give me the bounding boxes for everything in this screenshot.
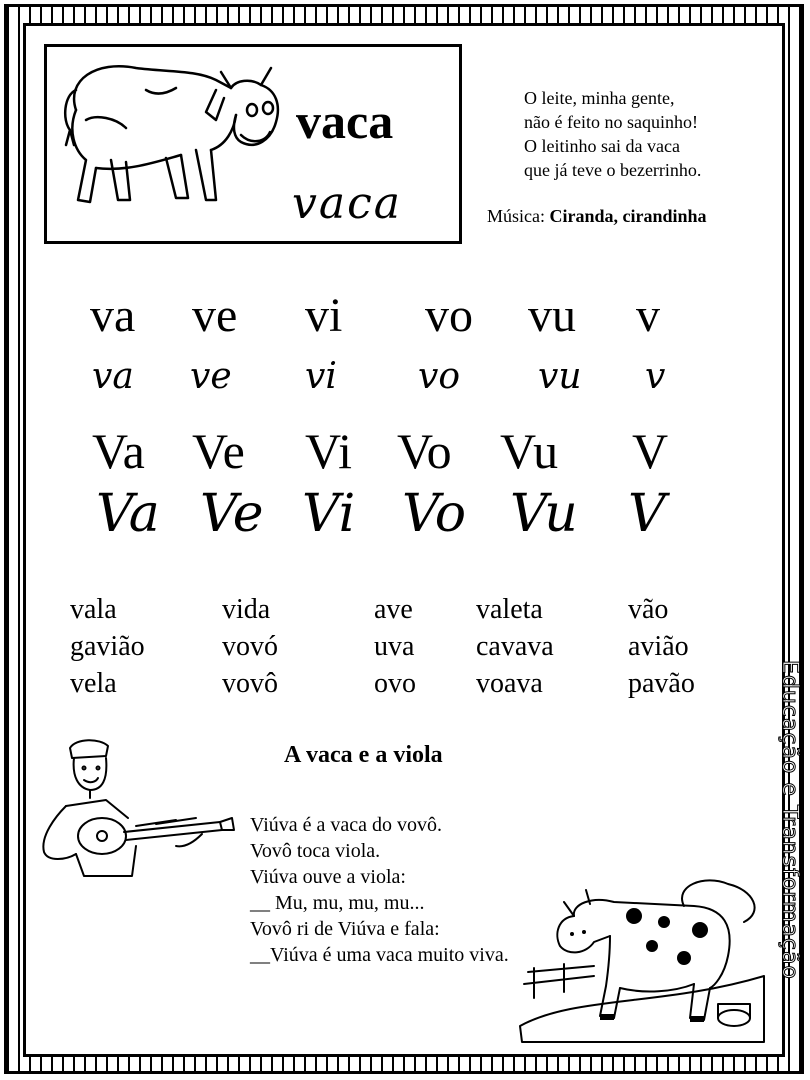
word-item: vovô	[222, 668, 278, 699]
syllable: vo	[425, 289, 473, 342]
syllable-upper: Va	[92, 423, 145, 479]
word-item: vão	[628, 594, 669, 625]
syllable-upper: Vu	[500, 423, 559, 479]
syllable-upper: Ve	[192, 423, 245, 479]
word-item: gavião	[70, 631, 145, 662]
word-item: pavão	[628, 668, 695, 699]
story-line: Viúva é a vaca do vovô.	[250, 814, 443, 836]
syllable-cursive: ve	[190, 356, 232, 397]
cow-illustration	[56, 50, 286, 210]
syllable: va	[90, 289, 136, 342]
syllable-upper-cursive: Vo	[402, 484, 467, 544]
syllable-cursive: vi	[305, 356, 337, 397]
story-line: Vovô toca viola.	[250, 840, 381, 862]
word-item: avião	[628, 631, 689, 662]
syllable-upper: V	[632, 423, 669, 479]
syllable-cursive: v	[645, 356, 666, 397]
watermark	[760, 660, 800, 1000]
word-item: ovo	[374, 668, 416, 699]
syllable-cursive: va	[92, 356, 134, 397]
story-title: A vaca e a viola	[284, 742, 443, 768]
song-line: O leitinho sai da vaca	[524, 136, 680, 156]
syllable: v	[636, 289, 660, 342]
syllable: ve	[192, 289, 238, 342]
song-credit	[487, 206, 707, 227]
word-item: ave	[374, 594, 413, 625]
syllable-upper-cursive: V	[628, 484, 666, 544]
word-item: vida	[222, 594, 271, 625]
syllable-cursive: vu	[538, 356, 582, 397]
syllable-upper: Vo	[397, 423, 452, 479]
syllable-upper: Vi	[305, 423, 352, 479]
song-line: não é feito no saquinho!	[524, 112, 698, 132]
story-line: Viúva ouve a viola:	[250, 866, 406, 888]
story-line: Vovô ri de Viúva e fala:	[250, 918, 440, 940]
word-item: uva	[374, 631, 415, 662]
syllable-upper-cursive: Vu	[510, 484, 578, 544]
word-item: voava	[476, 668, 543, 699]
guitar-man-illustration	[36, 736, 236, 886]
song-line: que já teve o bezerrinho.	[524, 160, 702, 180]
syllable-upper-cursive: Vi	[302, 484, 356, 544]
story-line: __ Mu, mu, mu, mu...	[250, 892, 425, 914]
syllable-upper-cursive: Ve	[200, 484, 264, 544]
spotted-cow-illustration	[514, 876, 770, 1048]
word-item: valeta	[476, 594, 543, 625]
song-line: O leite, minha gente,	[524, 88, 675, 108]
story-line: __Viúva é uma vaca muito viva.	[250, 944, 509, 966]
word-item: cavava	[476, 631, 554, 662]
song-credit-title: Ciranda, cirandinha	[549, 206, 707, 226]
story-text	[250, 812, 509, 968]
word-cursive: vaca	[292, 178, 402, 229]
syllable-upper-cursive: Va	[96, 484, 160, 544]
word-print: vaca	[296, 93, 394, 149]
word-item: vovó	[222, 631, 278, 662]
syllable: vu	[528, 289, 576, 342]
song-verse	[524, 86, 701, 182]
syllable-cursive: vo	[418, 356, 461, 397]
song-credit-label: Música:	[487, 206, 545, 226]
watermark-text: Educação e Transformação	[777, 660, 802, 980]
word-item: vala	[70, 594, 117, 625]
syllable: vi	[305, 289, 343, 342]
word-item: vela	[70, 668, 117, 699]
